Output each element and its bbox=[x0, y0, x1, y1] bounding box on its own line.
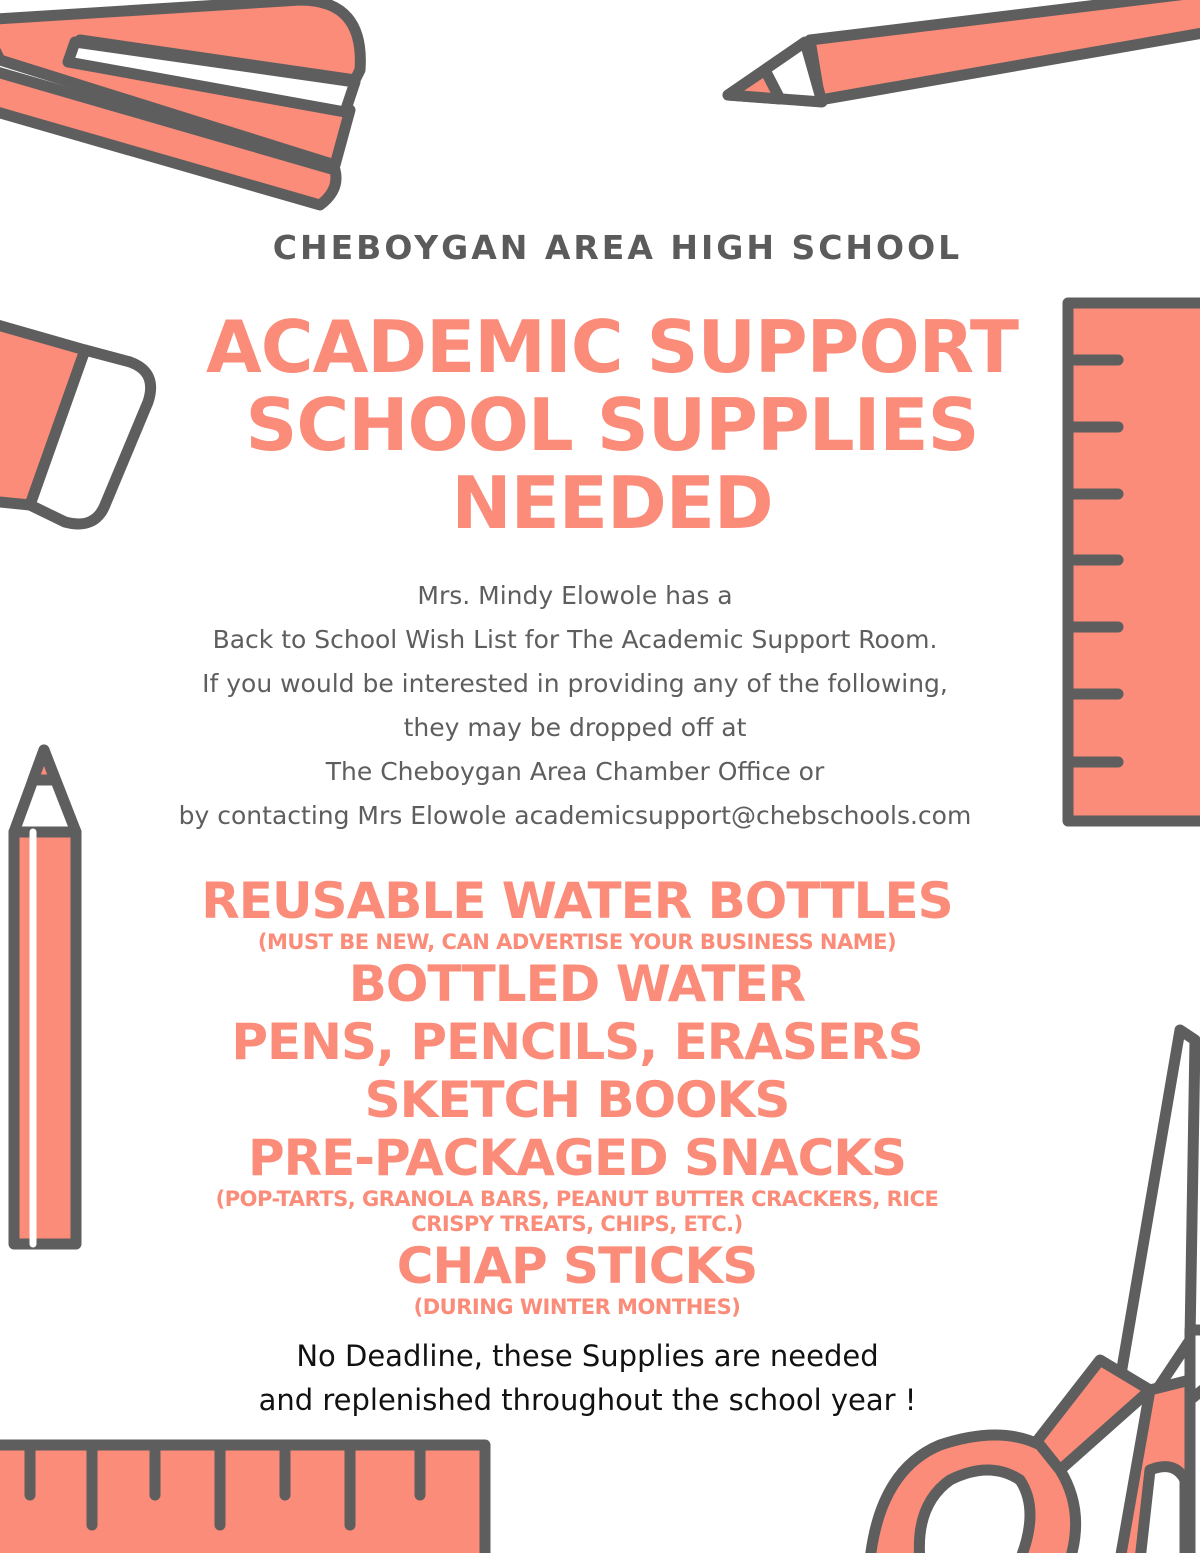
intro-paragraph bbox=[0, 574, 1150, 838]
headline bbox=[0, 305, 1200, 545]
headline-line-2: SCHOOL SUPPLIES bbox=[245, 383, 979, 467]
intro-line-3: If you would be interested in providing any of the following, bbox=[202, 669, 948, 698]
footer-line-1: No Deadline, these Supplies are needed bbox=[296, 1339, 879, 1373]
item-chap-sticks: CHAP STICKS bbox=[396, 1237, 758, 1295]
intro-line-4: they may be dropped off at bbox=[403, 713, 747, 742]
footer-line-2: and replenished throughout the school year ! bbox=[258, 1383, 917, 1417]
item-bottled-water: BOTTLED WATER bbox=[348, 955, 806, 1013]
intro-line-6: by contacting Mrs Elowole academicsupport@chebschools.com bbox=[178, 801, 972, 830]
item-snacks-note-1: (POP-TARTS, GRANOLA BARS, PEANUT BUTTER CRACKERS, RICE bbox=[215, 1187, 939, 1211]
footer-note bbox=[0, 1334, 1175, 1422]
item-sketch-books: SKETCH BOOKS bbox=[364, 1071, 790, 1129]
intro-line-1: Mrs. Mindy Elowole has a bbox=[417, 581, 733, 610]
item-water-bottles: REUSABLE WATER BOTTLES bbox=[201, 872, 953, 930]
item-snacks-note-2: CRISPY TREATS, CHIPS, ETC.) bbox=[411, 1212, 743, 1236]
intro-line-5: The Cheboygan Area Chamber Office or bbox=[325, 757, 825, 786]
headline-line-1: ACADEMIC SUPPORT bbox=[206, 305, 1018, 389]
item-water-bottles-note: (MUST BE NEW, CAN ADVERTISE YOUR BUSINESS NAME) bbox=[257, 930, 897, 954]
headline-line-3: NEEDED bbox=[451, 461, 773, 545]
item-pens: PENS, PENCILS, ERASERS bbox=[231, 1013, 923, 1071]
supplies-list bbox=[0, 872, 1154, 1320]
school-name: CHEBOYGAN AREA HIGH SCHOOL bbox=[272, 228, 963, 267]
item-chap-sticks-note: (DURING WINTER MONTHES) bbox=[413, 1295, 741, 1319]
pencil-top-icon bbox=[728, 0, 1200, 102]
item-snacks: PRE-PACKAGED SNACKS bbox=[247, 1129, 907, 1187]
ruler-bottom-icon bbox=[0, 1445, 485, 1553]
intro-line-2: Back to School Wish List for The Academic Support Room. bbox=[212, 625, 938, 654]
stapler-icon bbox=[0, 0, 360, 205]
